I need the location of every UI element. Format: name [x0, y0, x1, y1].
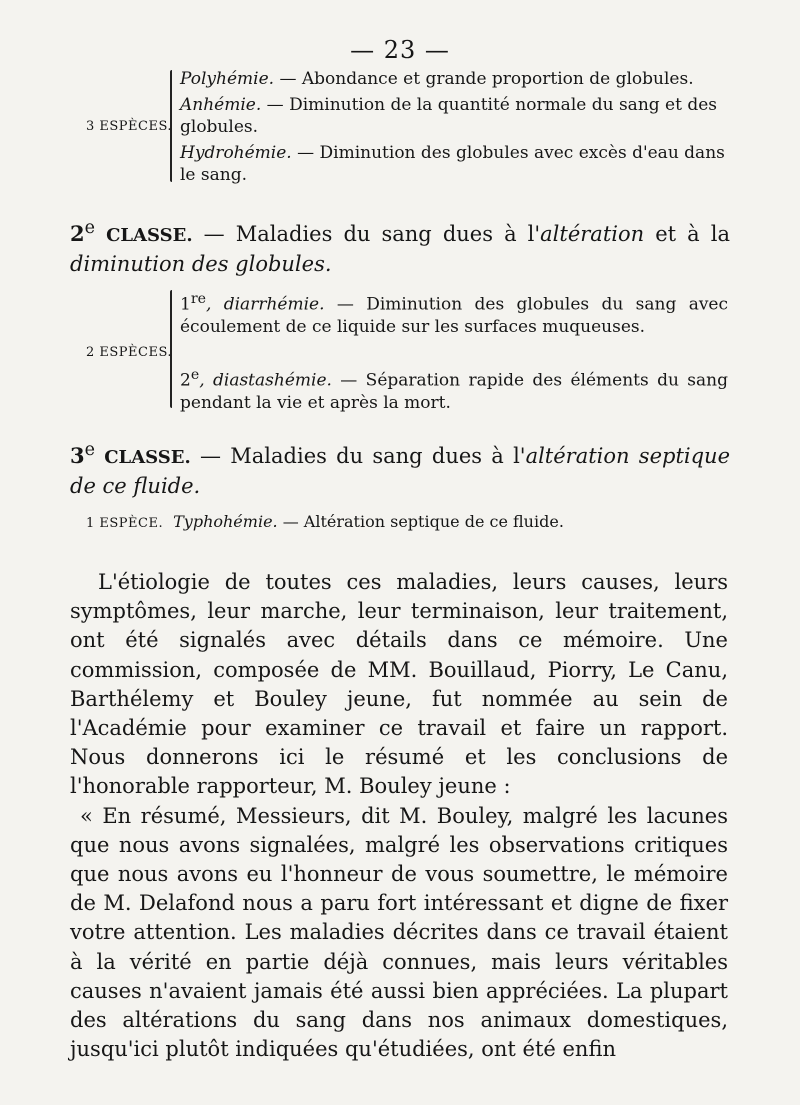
- species-term: Hydrohémie.: [180, 143, 292, 163]
- species-entry: [180, 142, 725, 186]
- species-definition: — Altération septique de ce fluide.: [277, 512, 564, 531]
- species-entry: [180, 68, 725, 90]
- class-label: CLASSE.: [104, 447, 191, 468]
- class-number: 2: [70, 221, 85, 246]
- class-heading-text: — Maladies du sang dues à l': [192, 222, 541, 246]
- species-term: Typhohémie.: [173, 512, 278, 531]
- species-definition: — Diminution des globules avec excès d'eau dans le sang.: [180, 143, 725, 185]
- species-number: 1: [180, 294, 191, 315]
- class-number-suffix: e: [84, 218, 95, 238]
- species-term: Polyhémie.: [180, 69, 275, 89]
- species-term: Anhémie.: [180, 95, 262, 115]
- species-term: , diarrhémie.: [205, 294, 325, 315]
- species-entry: [180, 94, 725, 138]
- body-text: [70, 568, 728, 1064]
- class3-species-line: [86, 512, 564, 531]
- species-count: 2 ESPÈCES.: [86, 345, 173, 360]
- class-heading-text: — Maladies du sang dues à l': [190, 444, 526, 468]
- page-number: — 23 —: [350, 36, 450, 64]
- species-count: 1 ESPÈCE.: [86, 516, 164, 531]
- species-entry: [180, 364, 728, 414]
- class-heading-emphasis: diminution des globules.: [70, 252, 332, 276]
- paragraph: « En résumé, Messieurs, dit M. Bouley, malgré les lacunes que nous avons signalées, malgré les observations critiques que nous avons eu l'honneur de vous soumettre, le mémoire de M. Delafond nous a paru fort intéressant et digne de fixer votre attention. Les maladies décrites dans ce travail étaient à la vérité en partie déjà connues, mais leurs véritables causes n'avaient jamais été aussi bien appréciées. La plupart des altérations du sang dans nos animaux domestiques, jusqu'ici plutôt indiquées qu'étudiées, ont été enfin: [70, 803, 728, 1062]
- class-heading-emphasis: altération: [540, 222, 645, 246]
- species-definition: — Diminution des globules du sang avec écoulement de ce liquide sur les surfaces muqueuses.: [180, 294, 729, 337]
- species-term: , diastashémie.: [199, 370, 332, 391]
- species-number-suffix: e: [190, 367, 200, 383]
- species-entry: [180, 288, 728, 338]
- species-definition: — Diminution de la quantité normale du sang et des globules.: [180, 95, 718, 137]
- paragraph: L'étiologie de toutes ces maladies, leurs causes, leurs symptômes, leur marche, leur terminaison, leur traitement, ont été signalés avec détails dans ce mémoire. Une commission, composée de MM. Bouillaud, Piorry, Le Canu, Barthélemy et Bouley jeune, fut nommée au sein de l'Académie pour examiner ce travail et faire un rapport. Nous donnerons ici le résumé et les conclusions de l'honorable rapporteur, M. Bouley jeune :: [70, 570, 728, 799]
- class-heading-emphasis: altération septique de ce fluide.: [70, 444, 730, 498]
- brace: [170, 70, 172, 182]
- brace: [170, 290, 172, 408]
- species-definition: — Séparation rapide des éléments du sang pendant la vie et après la mort.: [180, 370, 728, 413]
- species-number: 2: [180, 370, 191, 391]
- class-heading: [70, 214, 730, 279]
- class-heading-text: et à la: [644, 222, 730, 246]
- species-definition: — Abondance et grande proportion de globules.: [279, 69, 694, 89]
- class-heading: [70, 436, 730, 501]
- class-number-suffix: e: [84, 440, 95, 460]
- species-number-suffix: re: [190, 291, 206, 307]
- class-label: CLASSE.: [106, 225, 193, 246]
- species-count: 3 ESPÈCES.: [86, 119, 173, 134]
- class-number: 3: [70, 443, 85, 468]
